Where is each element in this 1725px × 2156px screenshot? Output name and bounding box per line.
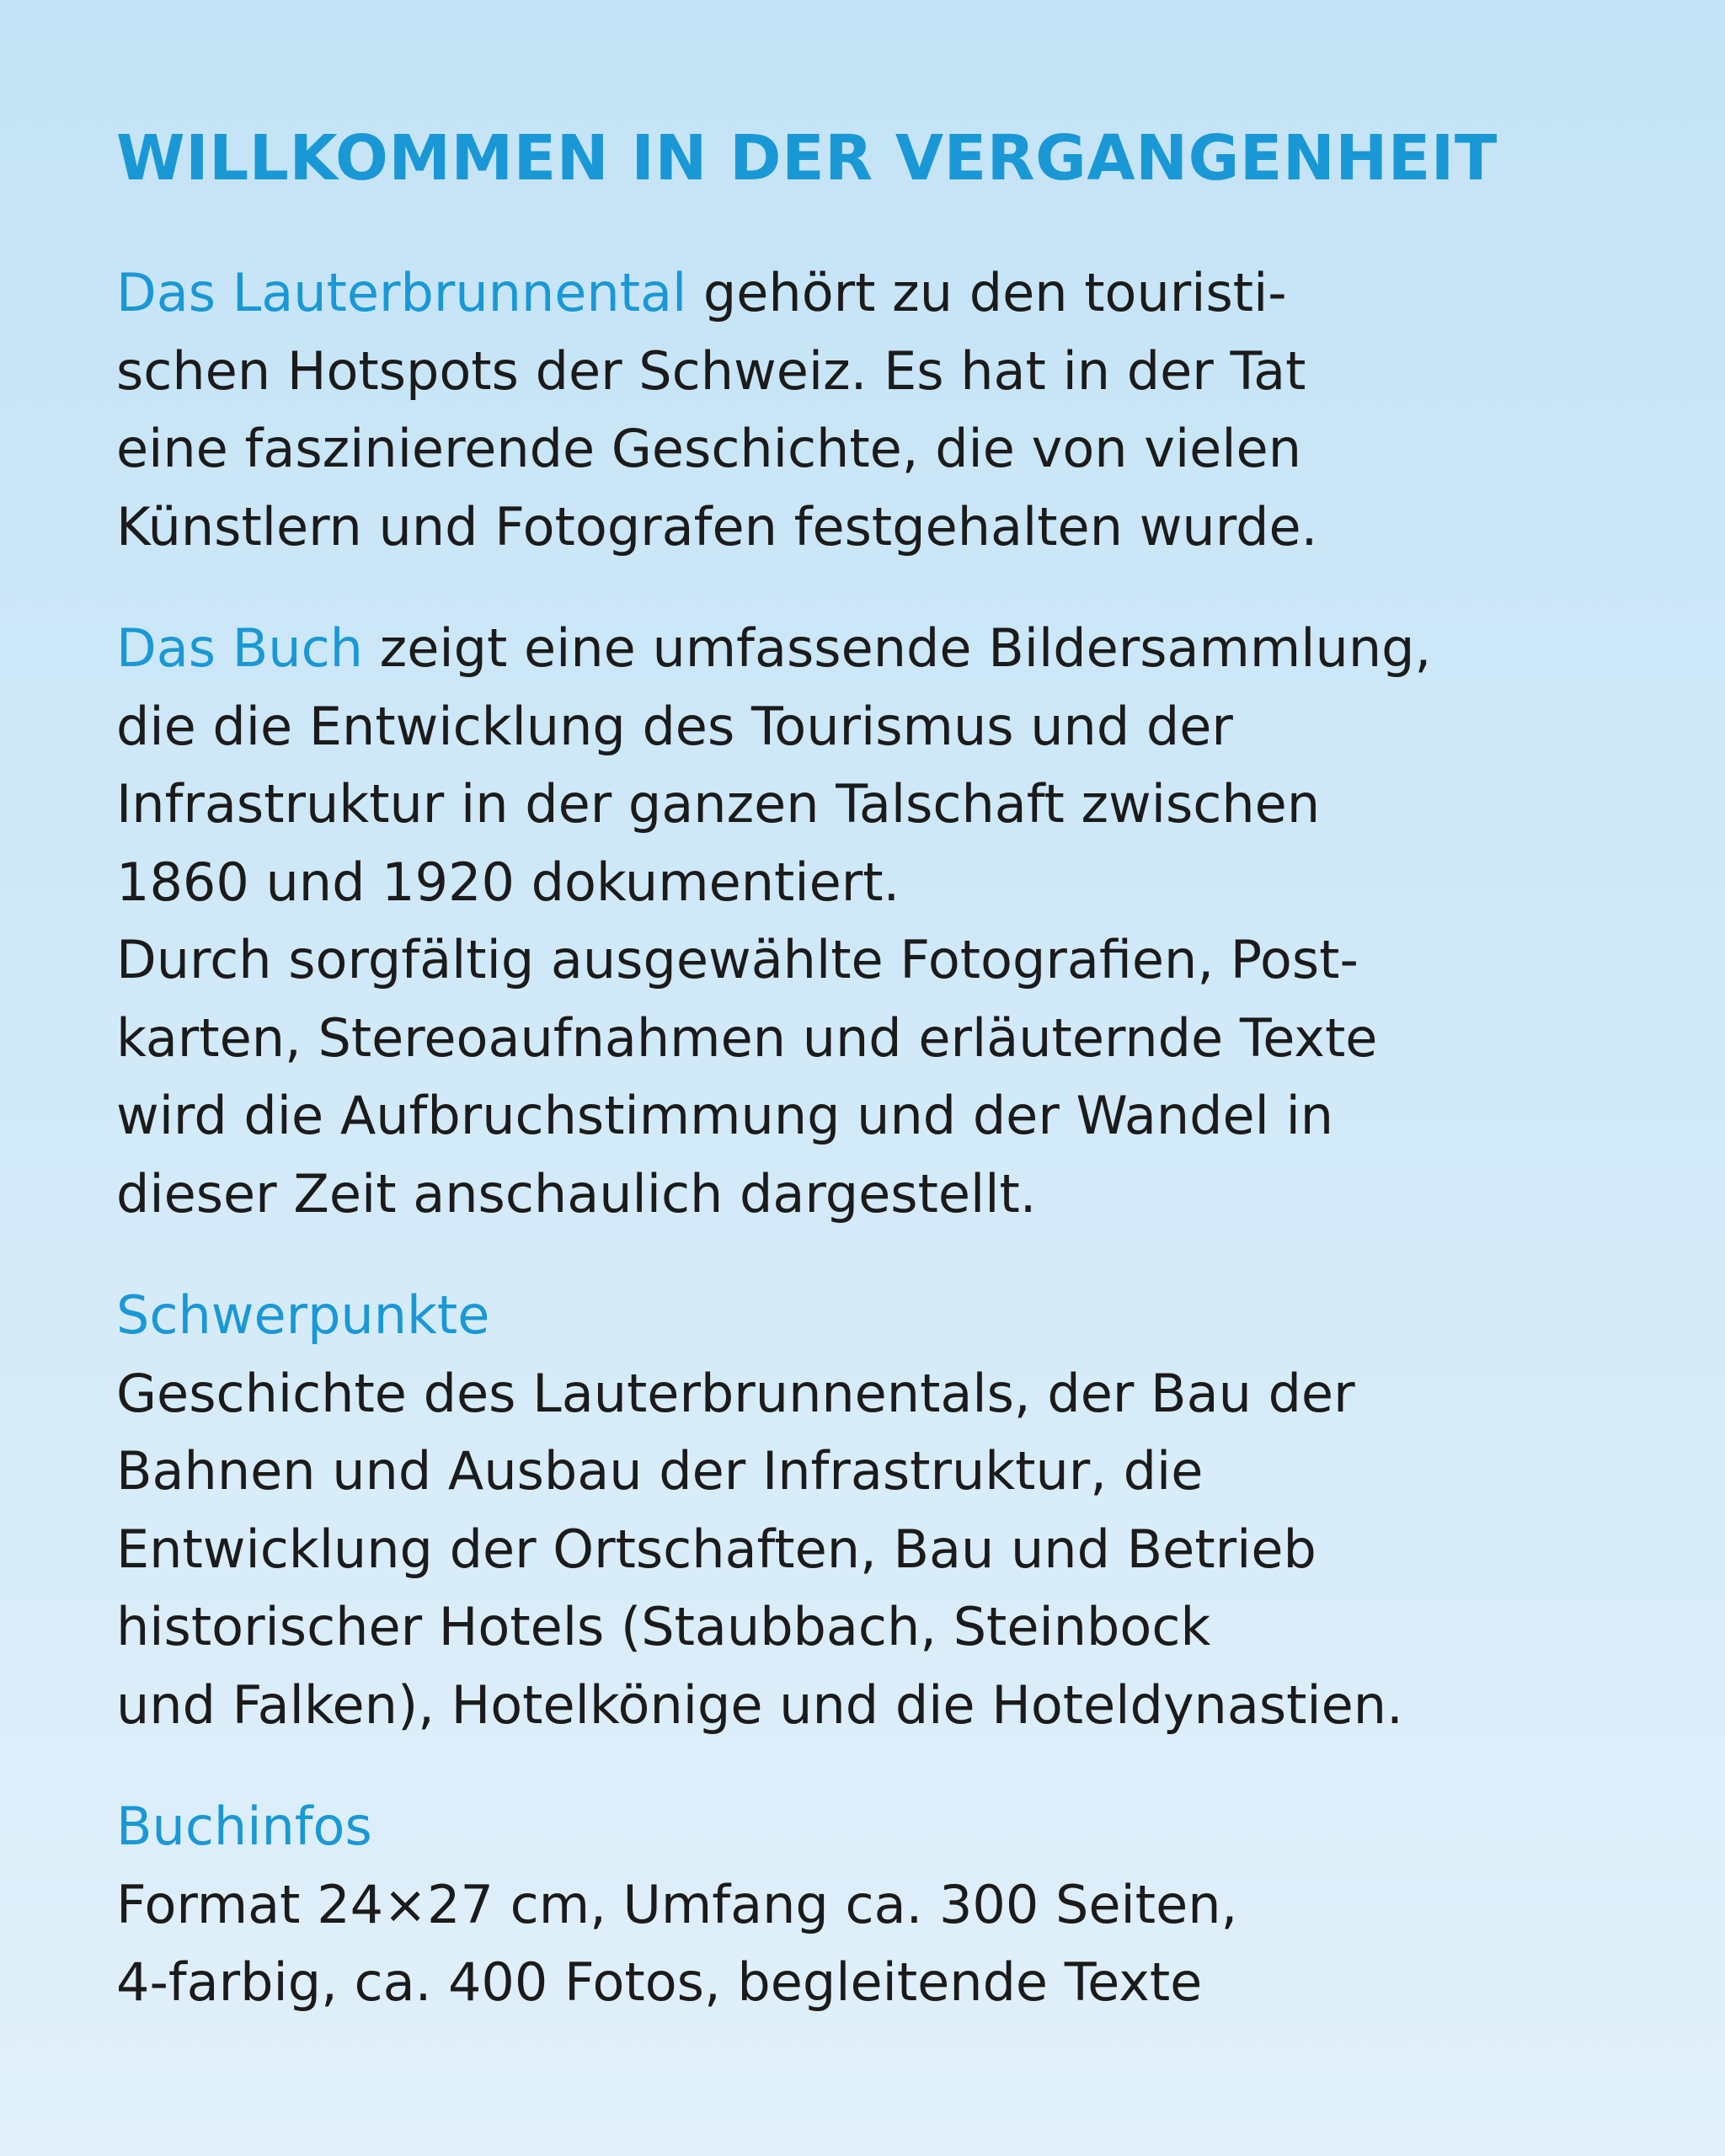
- paragraph-line: 1860 und 1920 dokumentiert.: [116, 851, 900, 913]
- paragraph-line: historischer Hotels (Staubbach, Steinbock: [116, 1596, 1211, 1657]
- section-heading: Buchinfos: [116, 1796, 372, 1857]
- paragraph-line: dieser Zeit anschaulich dargestellt.: [116, 1162, 1037, 1225]
- highlight-text: Das Buch: [116, 617, 363, 679]
- focus-section: [116, 1277, 1658, 1744]
- line-text: gehört zu den touristi-: [686, 262, 1287, 323]
- paragraph-line: Bahnen und Ausbau der Infrastruktur, die: [116, 1440, 1204, 1502]
- line-text: zeigt eine umfassende Bildersammlung,: [362, 617, 1432, 679]
- paragraph-line: Geschichte des Lauterbrunnentals, der Bau der: [116, 1362, 1355, 1424]
- page-title: WILLKOMMEN IN DER VERGANGENHEIT: [116, 122, 1498, 195]
- paragraph-line: und Falken), Hotelkönige und die Hoteldynastien.: [116, 1673, 1403, 1736]
- paragraph-line: Durch sorgfältig ausgewählte Fotografien, Post-: [116, 929, 1359, 990]
- paragraph-line: Format 24×27 cm, Umfang ca. 300 Seiten,: [116, 1873, 1238, 1935]
- paragraph-line: Infrastruktur in der ganzen Talschaft zwischen: [116, 773, 1321, 835]
- paragraph-line: [116, 254, 1658, 333]
- paragraph-line: karten, Stereoaufnahmen und erläuternde Texte: [116, 1006, 1378, 1069]
- paragraph-line: wird die Aufbruchstimmung und der Wandel in: [116, 1085, 1334, 1146]
- intro-paragraph: [116, 254, 1658, 566]
- paragraph-line: 4-farbig, ca. 400 Fotos, begleitende Texte: [116, 1951, 1203, 2013]
- info-section: [116, 1788, 1658, 2022]
- paragraph-line: eine faszinierende Geschichte, die von vielen: [116, 418, 1301, 479]
- book-paragraph: [116, 610, 1658, 1233]
- paragraph-line: schen Hotspots der Schweiz. Es hat in der Tat: [116, 339, 1306, 402]
- highlight-text: Das Lauterbrunnental: [116, 262, 687, 323]
- paragraph-line: [116, 610, 1658, 688]
- paragraph-line: die die Entwicklung des Tourismus und der: [116, 695, 1233, 757]
- paragraph-line: Künstlern und Fotografen festgehalten wurde.: [116, 495, 1318, 558]
- paragraph-line: Entwicklung der Ortschaften, Bau und Betrieb: [116, 1518, 1316, 1580]
- section-heading: Schwerpunkte: [116, 1284, 490, 1346]
